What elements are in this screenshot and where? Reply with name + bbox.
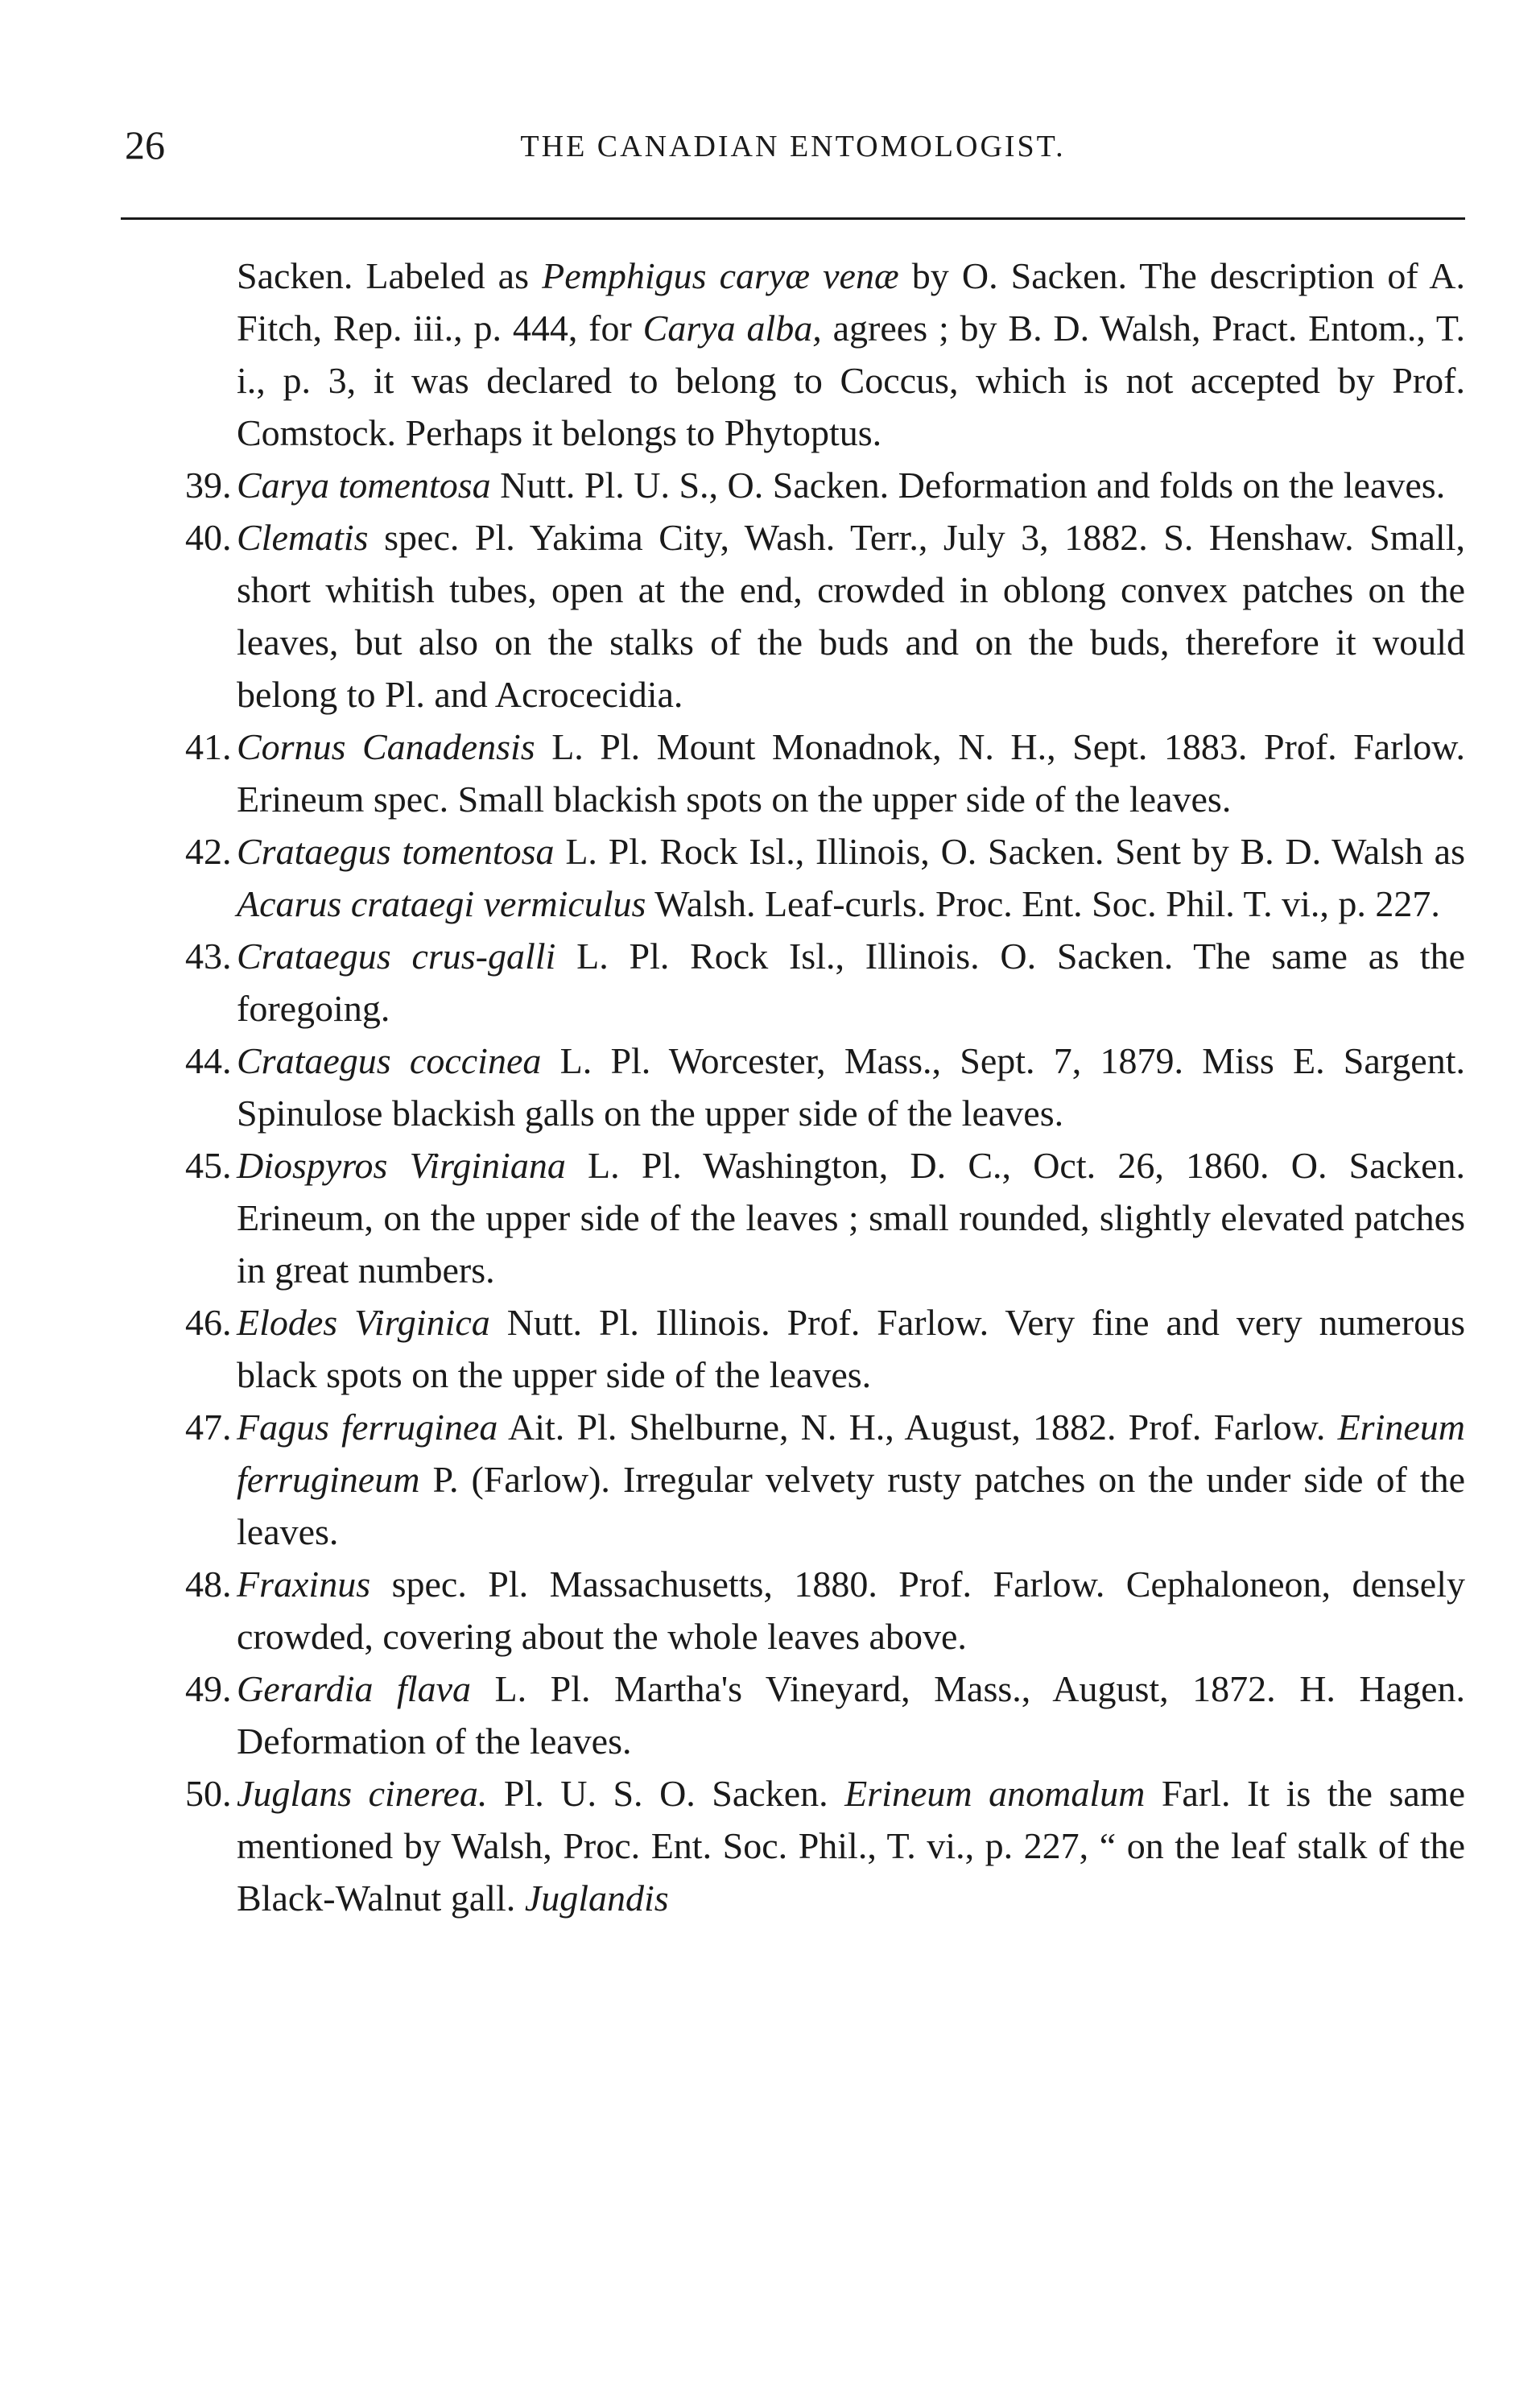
species-name: Crataegus tomentosa [237, 831, 555, 872]
entry-number: 39. [185, 465, 232, 506]
species-name: Crataegus crus-galli [237, 936, 556, 977]
list-item [121, 1663, 1465, 1767]
entry-number: 48. [185, 1564, 232, 1605]
entry-text: Ait. Pl. Shelburne, N. H., August, 1882. Prof. Farlow. [498, 1407, 1338, 1448]
list-item [121, 721, 1465, 825]
species-name: Erineum anomalum [844, 1773, 1146, 1814]
list-item [121, 1558, 1465, 1663]
entry-text: L. Pl. Rock Isl., Illinois. O. Sacken. The same as the foregoing. [237, 936, 1466, 1029]
text-run: agrees ; by B. D. Walsh, Pract. Entom., T. i., p. 3, it was declared to belong to Coccus, which is not accepted by Prof. Comstock. Perhaps it belongs to Phytoptus. [237, 308, 1466, 453]
list-item [121, 1401, 1465, 1558]
entry-text: Farl. It is the same mentioned by Walsh, Proc. Ent. Soc. Phil., T. vi., p. 227, “ on the leaf stalk of the Black-Walnut gall. [237, 1773, 1465, 1919]
entry-text: L. Pl. Washington, D. C., Oct. 26, 1860. O. Sacken. Erineum, on the upper side of the leaves ; small rounded, slightly elevated patches in great numbers. [237, 1145, 1465, 1291]
list-item [121, 459, 1465, 511]
entry-text: L. Pl. Mount Monadnok, N. H., Sept. 1883. Prof. Farlow. Erineum spec. Small blackish spots on the upper side of the leaves. [237, 726, 1466, 820]
list-item [121, 1296, 1465, 1401]
entry-number: 50. [185, 1773, 232, 1814]
continuation-paragraph [121, 250, 1465, 459]
entry-text: spec. Pl. Yakima City, Wash. Terr., July 3, 1882. S. Henshaw. Small, short whitish tubes, open at the end, crowded in oblong convex patches on the leaves, but also on the stalks of the buds and on the buds, therefore it would belong to Pl. and Acrocecidia. [237, 517, 1465, 715]
entry-number: 47. [185, 1407, 232, 1448]
entry-text: L. Pl. Worcester, Mass., Sept. 7, 1879. Miss E. Sargent. Spinulose blackish galls on the upper side of the leaves. [237, 1040, 1465, 1134]
entry-number: 44. [185, 1040, 232, 1081]
list-item [121, 825, 1465, 930]
header-rule [121, 217, 1465, 220]
entry-text: L. Pl. Rock Isl., Illinois, O. Sacken. Sent by B. D. Walsh as [554, 831, 1466, 872]
entry-number: 45. [185, 1145, 232, 1186]
entry-number: 42. [185, 831, 232, 872]
entry-number: 46. [185, 1302, 232, 1343]
text-run: Sacken. Labeled as [237, 255, 543, 296]
entry-number: 41. [185, 726, 232, 767]
species-name: Pemphigus caryæ venæ [542, 255, 899, 296]
entry-number: 43. [185, 936, 232, 977]
entry-text: P. (Farlow). Irregular velvety rusty patches on the under side of the leaves. [237, 1459, 1465, 1552]
page-number: 26 [125, 122, 165, 167]
running-title: THE CANADIAN ENTOMOLOGIST. [520, 130, 1066, 163]
list-item [121, 930, 1465, 1035]
entry-number: 40. [185, 517, 232, 558]
list-item [121, 1767, 1465, 1924]
entry-text: spec. Pl. Massachusetts, 1880. Prof. Farlow. Cephaloneon, densely crowded, covering about the whole leaves above. [237, 1564, 1465, 1657]
article-body [121, 250, 1465, 1924]
species-name: Gerardia flava [237, 1668, 472, 1709]
entry-text: Nutt. Pl. Illinois. Prof. Farlow. Very fine and very numerous black spots on the upper side of the leaves. [237, 1302, 1465, 1395]
list-item [121, 511, 1465, 721]
entry-text: Nutt. Pl. U. S., O. Sacken. Deformation and folds on the leaves. [490, 465, 1446, 506]
species-name: Elodes Virginica [237, 1302, 490, 1343]
list-item [121, 1035, 1465, 1139]
entry-text: Walsh. Leaf-curls. Proc. Ent. Soc. Phil. T. vi., p. 227. [646, 883, 1440, 924]
list-item [121, 1139, 1465, 1296]
text-run: by O. Sacken. The description of A. Fitch, Rep. iii., p. 444, for [237, 255, 1465, 349]
species-name: Carya alba, [642, 308, 822, 349]
species-name: Clematis [237, 517, 369, 558]
species-name: Acarus crataegi vermiculus [237, 883, 646, 924]
entry-text: L. Pl. Martha's Vineyard, Mass., August, 1872. H. Hagen. Deformation of the leaves. [237, 1668, 1465, 1762]
species-name: Diospyros Virginiana [237, 1145, 566, 1186]
species-name: Juglandis [524, 1878, 669, 1919]
species-name: Fraxinus [237, 1564, 371, 1605]
page-header [125, 121, 1461, 177]
species-name: Crataegus coccinea [237, 1040, 542, 1081]
entry-text: Pl. U. S. O. Sacken. [487, 1773, 845, 1814]
entry-number: 49. [185, 1668, 232, 1709]
species-name: Erineum ferrugineum [237, 1407, 1465, 1500]
species-name: Carya tomentosa [237, 465, 491, 506]
species-name: Fagus ferruginea [237, 1407, 498, 1448]
species-name: Cornus Canadensis [237, 726, 535, 767]
species-name: Juglans cinerea. [237, 1773, 488, 1814]
